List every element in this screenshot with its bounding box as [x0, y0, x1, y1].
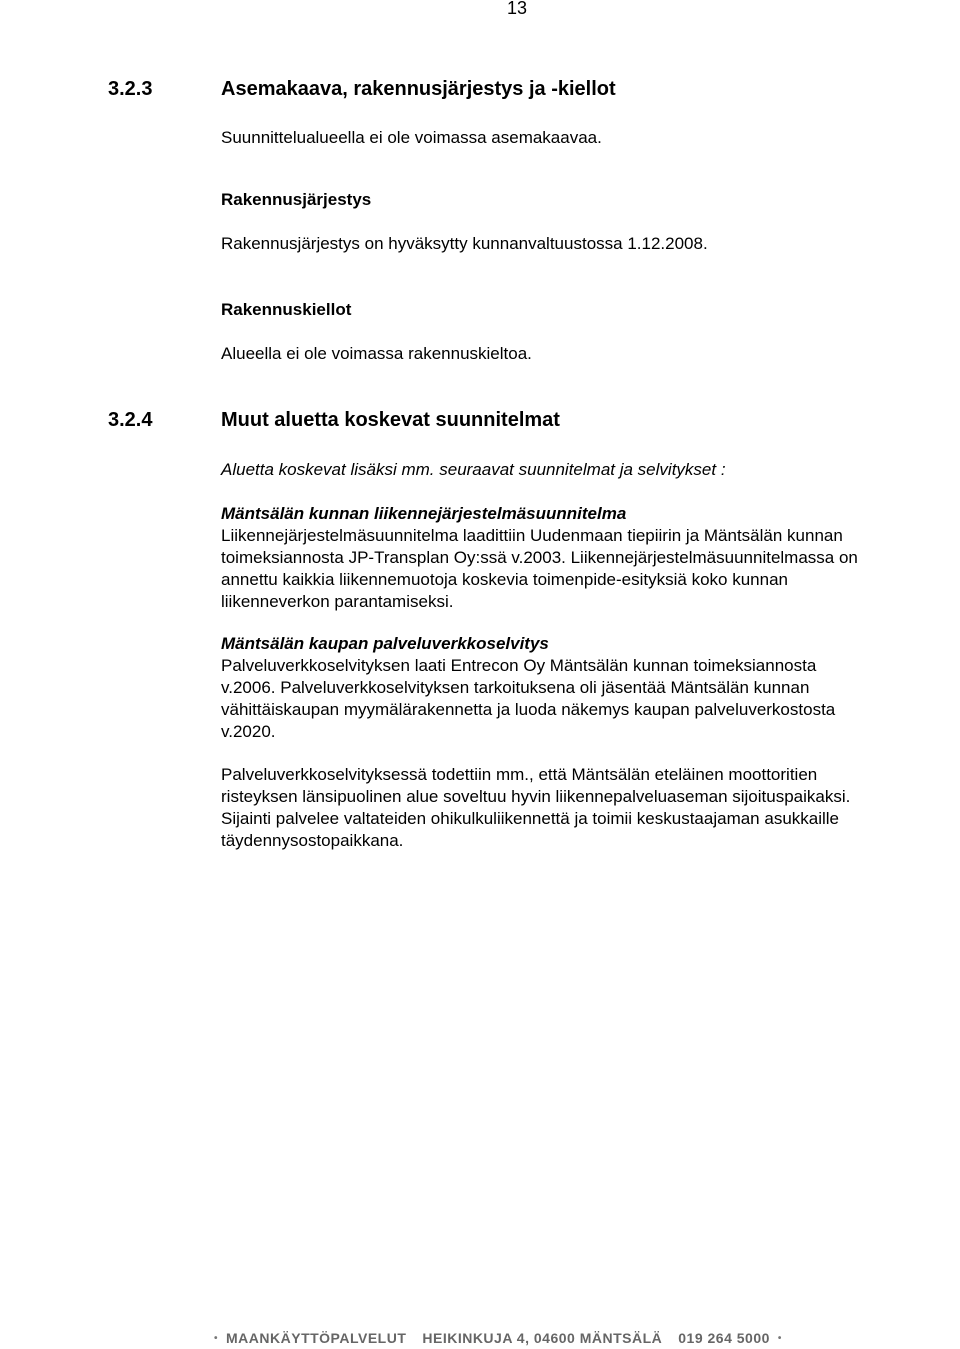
plan-title-palveluverkko: Mäntsälän kaupan palveluverkkoselvitys [221, 634, 549, 653]
text-line: toimeksiannosta JP-Transplan Oy:ssä v.2003. Liikennejärjestelmäsuunnitelmassa on [221, 548, 858, 567]
page-footer [206, 1330, 790, 1346]
paragraph-asemakaava: Suunnittelualueella ei ole voimassa asemakaavaa. [221, 128, 602, 147]
subheading-rakennusjarjestys: Rakennusjärjestys [221, 190, 372, 209]
section-title: Asemakaava, rakennusjärjestys ja -kiellot [221, 78, 616, 100]
footer-phone: 019 264 5000 [678, 1330, 770, 1346]
footer-bullet-icon: • [777, 1333, 782, 1344]
text-line: Sijainti palvelee valtateiden ohikulkuliikennettä ja toimii keskustaajaman asukkaille [221, 809, 840, 828]
text-line: liikenneverkon parantamiseksi. [221, 592, 454, 611]
text-line: v.2020. [221, 722, 276, 741]
footer-bullet-icon: • [214, 1333, 219, 1344]
text-line: vähittäiskaupan myymälärakennetta ja luoda näkemys kaupan palveluverkostosta [221, 700, 836, 719]
paragraph-rakennusjarjestys: Rakennusjärjestys on hyväksytty kunnanvaltuustossa 1.12.2008. [221, 234, 708, 253]
section-heading-3-2-4 [108, 409, 560, 432]
section-number: 3.2.4 [108, 409, 153, 431]
paragraph-rakennuskiellot: Alueella ei ole voimassa rakennuskieltoa. [221, 344, 532, 363]
plan-text-palveluverkko [221, 655, 921, 743]
text-line: Palveluverkkoselvityksessä todettiin mm., että Mäntsälän eteläinen moottoritien [221, 765, 818, 784]
paragraph-intro-italic: Aluetta koskevat lisäksi mm. seuraavat suunnitelmat ja selvitykset : [221, 460, 726, 479]
text-line: täydennysostopaikkana. [221, 831, 404, 850]
text-line: Liikennejärjestelmäsuunnitelma laadittiin Uudenmaan tiepiirin ja Mäntsälän kunnan [221, 526, 843, 545]
plan-title-liikennejarjestelma: Mäntsälän kunnan liikennejärjestelmäsuunnitelma [221, 504, 627, 523]
page-number: 13 [507, 0, 528, 18]
text-line: Palveluverkkoselvityksen laati Entrecon Oy Mäntsälän kunnan toimeksiannosta [221, 656, 817, 675]
plan-text-liikennejarjestelma [221, 525, 921, 613]
text-line: annettu kaikkia liikennemuotoja koskevia toimenpide-esityksiä koko kunnan [221, 570, 788, 589]
section-heading-3-2-3 [108, 78, 616, 101]
section-number: 3.2.3 [108, 78, 153, 100]
subheading-rakennuskiellot: Rakennuskiellot [221, 300, 352, 319]
footer-address: HEIKINKUJA 4, 04600 MÄNTSÄLÄ [422, 1330, 663, 1346]
text-line: v.2006. Palveluverkkoselvityksen tarkoituksena oli jäsentää Mäntsälän kunnan [221, 678, 810, 697]
section-title: Muut aluetta koskevat suunnitelmat [221, 409, 560, 431]
plan-followup-palveluverkko [221, 764, 921, 852]
text-line: risteyksen länsipuolinen alue soveltuu hyvin liikennepalveluaseman sijoituspaikaksi. [221, 787, 851, 806]
footer-company: MAANKÄYTTÖPALVELUT [226, 1330, 407, 1346]
